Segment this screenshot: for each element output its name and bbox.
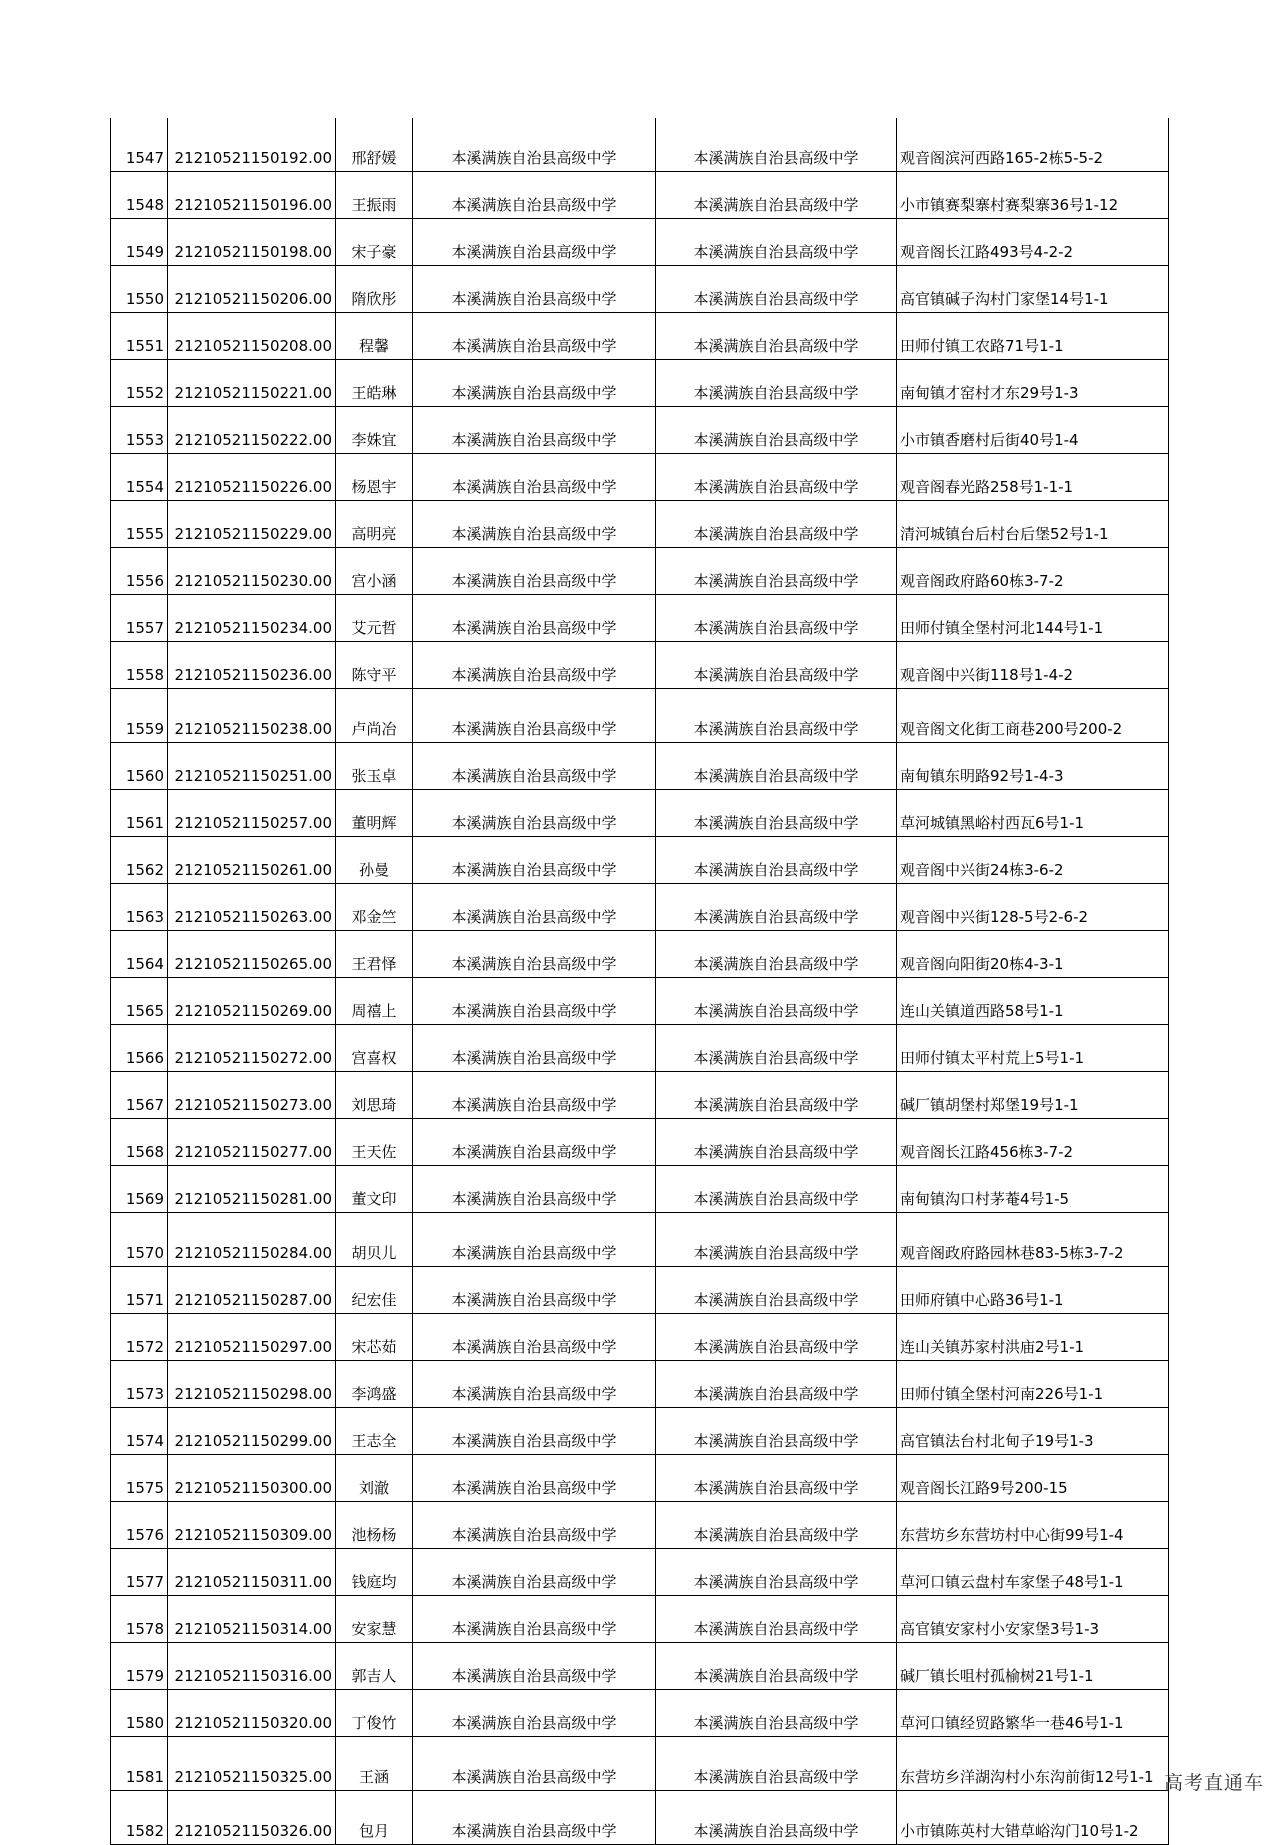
row-number-cell: 1553	[111, 407, 168, 454]
address-cell: 连山关镇道西路58号1-1	[897, 978, 1169, 1025]
exam-id-cell: 21210521150284.00	[168, 1213, 336, 1267]
graduating-school-cell: 本溪满族自治县高级中学	[413, 1408, 656, 1455]
student-name-cell: 孙曼	[336, 837, 413, 884]
student-name-cell: 宋芯茹	[336, 1314, 413, 1361]
address-cell: 草河口镇经贸路繁华一巷46号1-1	[897, 1690, 1169, 1737]
table-row	[111, 1791, 1169, 1845]
graduating-school-cell: 本溪满族自治县高级中学	[413, 1737, 656, 1791]
table-row	[111, 790, 1169, 837]
admitted-school-cell: 本溪满族自治县高级中学	[656, 360, 897, 407]
row-number-cell: 1547	[111, 118, 168, 172]
admitted-school-cell: 本溪满族自治县高级中学	[656, 884, 897, 931]
row-number-cell: 1573	[111, 1361, 168, 1408]
student-name-cell: 王志全	[336, 1408, 413, 1455]
exam-id-cell: 21210521150208.00	[168, 313, 336, 360]
graduating-school-cell: 本溪满族自治县高级中学	[413, 1791, 656, 1845]
row-number-cell: 1557	[111, 595, 168, 642]
admitted-school-cell: 本溪满族自治县高级中学	[656, 501, 897, 548]
exam-id-cell: 21210521150281.00	[168, 1166, 336, 1213]
table-row	[111, 360, 1169, 407]
student-name-cell: 刘思琦	[336, 1072, 413, 1119]
row-number-cell: 1554	[111, 454, 168, 501]
table-row	[111, 501, 1169, 548]
graduating-school-cell: 本溪满族自治县高级中学	[413, 219, 656, 266]
exam-id-cell: 21210521150269.00	[168, 978, 336, 1025]
exam-id-cell: 21210521150230.00	[168, 548, 336, 595]
graduating-school-cell: 本溪满族自治县高级中学	[413, 1455, 656, 1502]
table-row	[111, 1025, 1169, 1072]
exam-id-cell: 21210521150206.00	[168, 266, 336, 313]
student-name-cell: 李鸿盛	[336, 1361, 413, 1408]
exam-id-cell: 21210521150316.00	[168, 1643, 336, 1690]
admitted-school-cell: 本溪满族自治县高级中学	[656, 1502, 897, 1549]
admitted-school-cell: 本溪满族自治县高级中学	[656, 1408, 897, 1455]
table-row	[111, 1408, 1169, 1455]
exam-id-cell: 21210521150326.00	[168, 1791, 336, 1845]
graduating-school-cell: 本溪满族自治县高级中学	[413, 1314, 656, 1361]
student-name-cell: 钱庭均	[336, 1549, 413, 1596]
address-cell: 观音阁中兴街128-5号2-6-2	[897, 884, 1169, 931]
table-row	[111, 1596, 1169, 1643]
row-number-cell: 1582	[111, 1791, 168, 1845]
table-row	[111, 1072, 1169, 1119]
graduating-school-cell: 本溪满族自治县高级中学	[413, 790, 656, 837]
table-row	[111, 1119, 1169, 1166]
admitted-school-cell: 本溪满族自治县高级中学	[656, 118, 897, 172]
student-name-cell: 王君怿	[336, 931, 413, 978]
graduating-school-cell: 本溪满族自治县高级中学	[413, 1213, 656, 1267]
student-name-cell: 程馨	[336, 313, 413, 360]
address-cell: 南甸镇东明路92号1-4-3	[897, 743, 1169, 790]
student-name-cell: 胡贝儿	[336, 1213, 413, 1267]
admitted-school-cell: 本溪满族自治县高级中学	[656, 454, 897, 501]
exam-id-cell: 21210521150272.00	[168, 1025, 336, 1072]
graduating-school-cell: 本溪满族自治县高级中学	[413, 1119, 656, 1166]
address-cell: 观音阁文化街工商巷200号200-2	[897, 689, 1169, 743]
exam-id-cell: 21210521150325.00	[168, 1737, 336, 1791]
address-cell: 小市镇赛梨寨村赛梨寨36号1-12	[897, 172, 1169, 219]
exam-id-cell: 21210521150297.00	[168, 1314, 336, 1361]
address-cell: 东营坊乡洋湖沟村小东沟前街12号1-1	[897, 1737, 1169, 1791]
student-name-cell: 刘澈	[336, 1455, 413, 1502]
table-row	[111, 884, 1169, 931]
exam-id-cell: 21210521150314.00	[168, 1596, 336, 1643]
table-row	[111, 743, 1169, 790]
table-row	[111, 118, 1169, 172]
table-row	[111, 454, 1169, 501]
admitted-school-cell: 本溪满族自治县高级中学	[656, 1119, 897, 1166]
student-name-cell: 陈守平	[336, 642, 413, 689]
address-cell: 草河城镇黑峪村西瓦6号1-1	[897, 790, 1169, 837]
exam-id-cell: 21210521150298.00	[168, 1361, 336, 1408]
row-number-cell: 1578	[111, 1596, 168, 1643]
exam-id-cell: 21210521150299.00	[168, 1408, 336, 1455]
address-cell: 草河口镇云盘村车家堡子48号1-1	[897, 1549, 1169, 1596]
student-name-cell: 宫喜权	[336, 1025, 413, 1072]
address-cell: 田师付镇太平村荒上5号1-1	[897, 1025, 1169, 1072]
graduating-school-cell: 本溪满族自治县高级中学	[413, 1267, 656, 1314]
row-number-cell: 1550	[111, 266, 168, 313]
row-number-cell: 1552	[111, 360, 168, 407]
exam-id-cell: 21210521150234.00	[168, 595, 336, 642]
graduating-school-cell: 本溪满族自治县高级中学	[413, 743, 656, 790]
admitted-school-cell: 本溪满族自治县高级中学	[656, 642, 897, 689]
exam-id-cell: 21210521150309.00	[168, 1502, 336, 1549]
row-number-cell: 1567	[111, 1072, 168, 1119]
graduating-school-cell: 本溪满族自治县高级中学	[413, 1643, 656, 1690]
graduating-school-cell: 本溪满族自治县高级中学	[413, 642, 656, 689]
address-cell: 田师付镇工农路71号1-1	[897, 313, 1169, 360]
footer-watermark-logo: 高考直通车	[1163, 1772, 1264, 1794]
table-row	[111, 837, 1169, 884]
admitted-school-cell: 本溪满族自治县高级中学	[656, 743, 897, 790]
address-cell: 小市镇陈英村大错草峪沟门10号1-2	[897, 1791, 1169, 1845]
table-row	[111, 1166, 1169, 1213]
address-cell: 高官镇碱子沟村门家堡14号1-1	[897, 266, 1169, 313]
row-number-cell: 1565	[111, 978, 168, 1025]
address-cell: 观音阁春光路258号1-1-1	[897, 454, 1169, 501]
address-cell: 观音阁中兴街24栋3-6-2	[897, 837, 1169, 884]
student-name-cell: 杨恩宇	[336, 454, 413, 501]
address-cell: 田师府镇中心路36号1-1	[897, 1267, 1169, 1314]
table-body	[111, 118, 1169, 1845]
row-number-cell: 1581	[111, 1737, 168, 1791]
graduating-school-cell: 本溪满族自治县高级中学	[413, 1502, 656, 1549]
row-number-cell: 1551	[111, 313, 168, 360]
admitted-school-cell: 本溪满族自治县高级中学	[656, 1166, 897, 1213]
table-row	[111, 642, 1169, 689]
student-name-cell: 王涵	[336, 1737, 413, 1791]
address-cell: 观音阁向阳街20栋4-3-1	[897, 931, 1169, 978]
admitted-school-cell: 本溪满族自治县高级中学	[656, 1267, 897, 1314]
table-row	[111, 313, 1169, 360]
graduating-school-cell: 本溪满族自治县高级中学	[413, 407, 656, 454]
exam-id-cell: 21210521150198.00	[168, 219, 336, 266]
row-number-cell: 1566	[111, 1025, 168, 1072]
graduating-school-cell: 本溪满族自治县高级中学	[413, 1549, 656, 1596]
row-number-cell: 1560	[111, 743, 168, 790]
address-cell: 田师付镇全堡村河南226号1-1	[897, 1361, 1169, 1408]
address-cell: 观音阁中兴街118号1-4-2	[897, 642, 1169, 689]
graduating-school-cell: 本溪满族自治县高级中学	[413, 501, 656, 548]
admitted-school-cell: 本溪满族自治县高级中学	[656, 313, 897, 360]
address-cell: 南甸镇沟口村茅菴4号1-5	[897, 1166, 1169, 1213]
table-row	[111, 407, 1169, 454]
student-name-cell: 董文印	[336, 1166, 413, 1213]
student-name-cell: 王皓琳	[336, 360, 413, 407]
table-row	[111, 689, 1169, 743]
address-cell: 观音阁长江路9号200-15	[897, 1455, 1169, 1502]
exam-id-cell: 21210521150222.00	[168, 407, 336, 454]
row-number-cell: 1580	[111, 1690, 168, 1737]
address-cell: 观音阁政府路园林巷83-5栋3-7-2	[897, 1213, 1169, 1267]
table-row	[111, 266, 1169, 313]
table-row	[111, 172, 1169, 219]
row-number-cell: 1558	[111, 642, 168, 689]
address-cell: 观音阁长江路493号4-2-2	[897, 219, 1169, 266]
address-cell: 碱厂镇长咀村孤榆树21号1-1	[897, 1643, 1169, 1690]
student-name-cell: 郭吉人	[336, 1643, 413, 1690]
student-name-cell: 王振雨	[336, 172, 413, 219]
admitted-school-cell: 本溪满族自治县高级中学	[656, 1361, 897, 1408]
exam-id-cell: 21210521150300.00	[168, 1455, 336, 1502]
admitted-school-cell: 本溪满族自治县高级中学	[656, 219, 897, 266]
admitted-school-cell: 本溪满族自治县高级中学	[656, 837, 897, 884]
student-name-cell: 董明辉	[336, 790, 413, 837]
row-number-cell: 1575	[111, 1455, 168, 1502]
graduating-school-cell: 本溪满族自治县高级中学	[413, 313, 656, 360]
table-row	[111, 1643, 1169, 1690]
row-number-cell: 1569	[111, 1166, 168, 1213]
admitted-school-cell: 本溪满族自治县高级中学	[656, 1314, 897, 1361]
address-cell: 观音阁长江路456栋3-7-2	[897, 1119, 1169, 1166]
student-list-table-container	[110, 118, 1168, 1845]
graduating-school-cell: 本溪满族自治县高级中学	[413, 1690, 656, 1737]
graduating-school-cell: 本溪满族自治县高级中学	[413, 266, 656, 313]
graduating-school-cell: 本溪满族自治县高级中学	[413, 1072, 656, 1119]
exam-id-cell: 21210521150221.00	[168, 360, 336, 407]
address-cell: 南甸镇才窑村才东29号1-3	[897, 360, 1169, 407]
graduating-school-cell: 本溪满族自治县高级中学	[413, 1361, 656, 1408]
table-row	[111, 1737, 1169, 1791]
student-name-cell: 纪宏佳	[336, 1267, 413, 1314]
graduating-school-cell: 本溪满族自治县高级中学	[413, 172, 656, 219]
admitted-school-cell: 本溪满族自治县高级中学	[656, 1690, 897, 1737]
student-name-cell: 安家慧	[336, 1596, 413, 1643]
student-list-table	[110, 118, 1169, 1845]
row-number-cell: 1571	[111, 1267, 168, 1314]
table-row	[111, 1549, 1169, 1596]
table-row	[111, 1213, 1169, 1267]
exam-id-cell: 21210521150320.00	[168, 1690, 336, 1737]
student-name-cell: 王天佐	[336, 1119, 413, 1166]
table-row	[111, 595, 1169, 642]
graduating-school-cell: 本溪满族自治县高级中学	[413, 548, 656, 595]
address-cell: 东营坊乡东营坊村中心街99号1-4	[897, 1502, 1169, 1549]
row-number-cell: 1563	[111, 884, 168, 931]
exam-id-cell: 21210521150196.00	[168, 172, 336, 219]
table-row	[111, 1502, 1169, 1549]
address-cell: 高官镇法台村北甸子19号1-3	[897, 1408, 1169, 1455]
exam-id-cell: 21210521150192.00	[168, 118, 336, 172]
row-number-cell: 1577	[111, 1549, 168, 1596]
graduating-school-cell: 本溪满族自治县高级中学	[413, 118, 656, 172]
admitted-school-cell: 本溪满族自治县高级中学	[656, 1549, 897, 1596]
student-name-cell: 李姝宜	[336, 407, 413, 454]
graduating-school-cell: 本溪满族自治县高级中学	[413, 884, 656, 931]
exam-id-cell: 21210521150257.00	[168, 790, 336, 837]
graduating-school-cell: 本溪满族自治县高级中学	[413, 837, 656, 884]
student-name-cell: 宫小涵	[336, 548, 413, 595]
admitted-school-cell: 本溪满族自治县高级中学	[656, 931, 897, 978]
graduating-school-cell: 本溪满族自治县高级中学	[413, 1025, 656, 1072]
admitted-school-cell: 本溪满族自治县高级中学	[656, 1596, 897, 1643]
address-cell: 碱厂镇胡堡村郑堡19号1-1	[897, 1072, 1169, 1119]
graduating-school-cell: 本溪满族自治县高级中学	[413, 931, 656, 978]
student-name-cell: 邓金竺	[336, 884, 413, 931]
table-row	[111, 1690, 1169, 1737]
row-number-cell: 1562	[111, 837, 168, 884]
row-number-cell: 1576	[111, 1502, 168, 1549]
exam-id-cell: 21210521150226.00	[168, 454, 336, 501]
student-name-cell: 包月	[336, 1791, 413, 1845]
student-name-cell: 卢尚冶	[336, 689, 413, 743]
admitted-school-cell: 本溪满族自治县高级中学	[656, 1025, 897, 1072]
exam-id-cell: 21210521150238.00	[168, 689, 336, 743]
address-cell: 连山关镇苏家村洪庙2号1-1	[897, 1314, 1169, 1361]
row-number-cell: 1549	[111, 219, 168, 266]
address-cell: 田师付镇全堡村河北144号1-1	[897, 595, 1169, 642]
admitted-school-cell: 本溪满族自治县高级中学	[656, 1213, 897, 1267]
student-name-cell: 邢舒媛	[336, 118, 413, 172]
graduating-school-cell: 本溪满族自治县高级中学	[413, 360, 656, 407]
address-cell: 观音阁政府路60栋3-7-2	[897, 548, 1169, 595]
exam-id-cell: 21210521150261.00	[168, 837, 336, 884]
exam-id-cell: 21210521150277.00	[168, 1119, 336, 1166]
table-row	[111, 1267, 1169, 1314]
exam-id-cell: 21210521150287.00	[168, 1267, 336, 1314]
row-number-cell: 1561	[111, 790, 168, 837]
student-name-cell: 艾元哲	[336, 595, 413, 642]
address-cell: 高官镇安家村小安家堡3号1-3	[897, 1596, 1169, 1643]
exam-id-cell: 21210521150265.00	[168, 931, 336, 978]
graduating-school-cell: 本溪满族自治县高级中学	[413, 1596, 656, 1643]
graduating-school-cell: 本溪满族自治县高级中学	[413, 454, 656, 501]
admitted-school-cell: 本溪满族自治县高级中学	[656, 548, 897, 595]
admitted-school-cell: 本溪满族自治县高级中学	[656, 978, 897, 1025]
student-name-cell: 张玉卓	[336, 743, 413, 790]
table-row	[111, 1455, 1169, 1502]
admitted-school-cell: 本溪满族自治县高级中学	[656, 790, 897, 837]
table-row	[111, 219, 1169, 266]
row-number-cell: 1579	[111, 1643, 168, 1690]
student-name-cell: 高明亮	[336, 501, 413, 548]
admitted-school-cell: 本溪满族自治县高级中学	[656, 407, 897, 454]
row-number-cell: 1556	[111, 548, 168, 595]
table-row	[111, 1361, 1169, 1408]
row-number-cell: 1548	[111, 172, 168, 219]
row-number-cell: 1570	[111, 1213, 168, 1267]
admitted-school-cell: 本溪满族自治县高级中学	[656, 266, 897, 313]
admitted-school-cell: 本溪满族自治县高级中学	[656, 1737, 897, 1791]
row-number-cell: 1555	[111, 501, 168, 548]
student-name-cell: 周禧上	[336, 978, 413, 1025]
student-name-cell: 宋子豪	[336, 219, 413, 266]
admitted-school-cell: 本溪满族自治县高级中学	[656, 689, 897, 743]
table-row	[111, 548, 1169, 595]
row-number-cell: 1574	[111, 1408, 168, 1455]
admitted-school-cell: 本溪满族自治县高级中学	[656, 1455, 897, 1502]
admitted-school-cell: 本溪满族自治县高级中学	[656, 1791, 897, 1845]
address-cell: 清河城镇台后村台后堡52号1-1	[897, 501, 1169, 548]
row-number-cell: 1568	[111, 1119, 168, 1166]
graduating-school-cell: 本溪满族自治县高级中学	[413, 689, 656, 743]
student-name-cell: 隋欣彤	[336, 266, 413, 313]
exam-id-cell: 21210521150311.00	[168, 1549, 336, 1596]
address-cell: 小市镇香磨村后街40号1-4	[897, 407, 1169, 454]
admitted-school-cell: 本溪满族自治县高级中学	[656, 172, 897, 219]
student-name-cell: 丁俊竹	[336, 1690, 413, 1737]
graduating-school-cell: 本溪满族自治县高级中学	[413, 595, 656, 642]
exam-id-cell: 21210521150263.00	[168, 884, 336, 931]
graduating-school-cell: 本溪满族自治县高级中学	[413, 978, 656, 1025]
exam-id-cell: 21210521150229.00	[168, 501, 336, 548]
table-row	[111, 978, 1169, 1025]
admitted-school-cell: 本溪满族自治县高级中学	[656, 1643, 897, 1690]
address-cell: 观音阁滨河西路165-2栋5-5-2	[897, 118, 1169, 172]
row-number-cell: 1564	[111, 931, 168, 978]
table-row	[111, 1314, 1169, 1361]
admitted-school-cell: 本溪满族自治县高级中学	[656, 595, 897, 642]
exam-id-cell: 21210521150251.00	[168, 743, 336, 790]
row-number-cell: 1559	[111, 689, 168, 743]
row-number-cell: 1572	[111, 1314, 168, 1361]
admitted-school-cell: 本溪满族自治县高级中学	[656, 1072, 897, 1119]
exam-id-cell: 21210521150273.00	[168, 1072, 336, 1119]
student-name-cell: 池杨杨	[336, 1502, 413, 1549]
exam-id-cell: 21210521150236.00	[168, 642, 336, 689]
table-row	[111, 931, 1169, 978]
graduating-school-cell: 本溪满族自治县高级中学	[413, 1166, 656, 1213]
